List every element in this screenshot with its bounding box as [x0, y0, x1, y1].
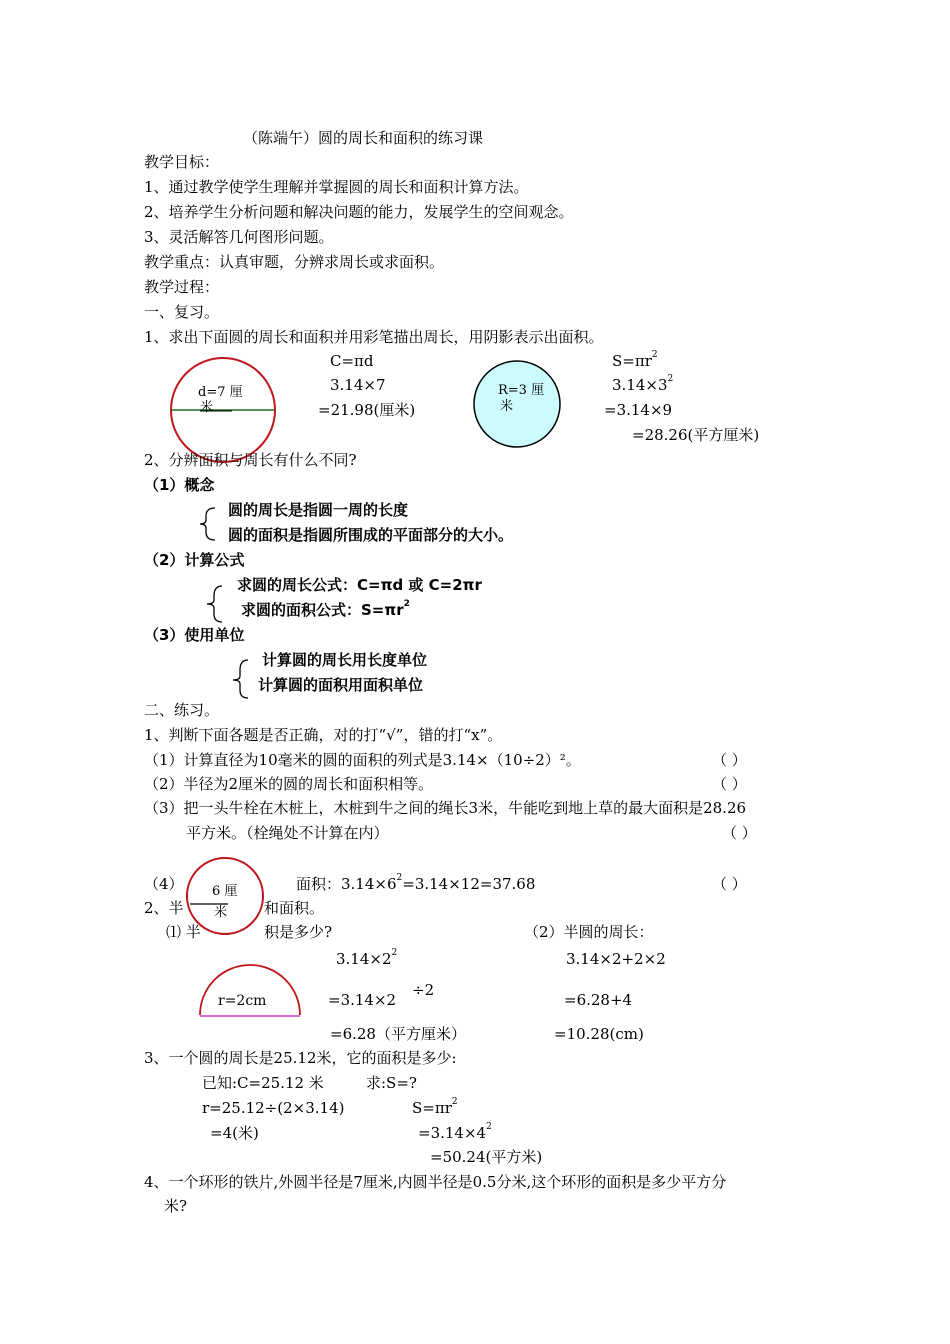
area-calc-3: =6.28（平方厘米）	[330, 1025, 466, 1043]
judge-item-4-prefix: （4）	[144, 875, 184, 893]
item4-circle-label-unit: 米	[214, 905, 228, 920]
s-calc-3: =50.24(平方米)	[430, 1148, 543, 1166]
judge-item-2: （2）半径为2厘米的圆的周长和面积相等。	[144, 775, 434, 793]
r-calc-1: r=25.12÷(2×3.14)	[202, 1099, 345, 1117]
doc-title: （陈端午）圆的周长和面积的练习课	[243, 129, 484, 147]
perim-calc-3: =10.28(cm)	[554, 1025, 644, 1043]
perim-calc-1: 3.14×2+2×2	[566, 950, 666, 968]
goal-item: 1、通过教学使学生理解并掌握圆的周长和面积计算方法。	[144, 178, 529, 196]
circle2-label: R=3 厘	[498, 383, 545, 398]
sub1-suffix: 积是多少?	[264, 923, 333, 941]
concept-heading: （1）概念	[144, 476, 215, 494]
r-calc-2: =4(米)	[210, 1124, 259, 1142]
semicircle-label: r=2cm	[218, 993, 267, 1009]
practice-q4-cont: 米?	[164, 1197, 188, 1215]
brace-concept	[200, 508, 215, 540]
item4-exponent: 2	[396, 873, 403, 883]
judge-item-1: （1）计算直径为10毫米的圆的面积的列式是3.14×（10÷2）²。	[144, 751, 581, 769]
answer-blank-4[interactable]: （ ）	[712, 875, 747, 893]
sub2-heading: （2）半圆的周长：	[524, 923, 654, 941]
calc2-step	[612, 374, 674, 394]
formula-circumference: 求圆的周长公式：C=πd 或 C=2πr	[237, 576, 482, 594]
circle-radius-figure	[474, 361, 560, 447]
brace-formula	[207, 586, 222, 622]
judge-item-3: （3）把一头牛栓在木桩上，木桩到牛之间的绳长3米，牛能吃到地上草的最大面积是28.26	[144, 799, 747, 817]
area-calc-1-text: 3.14×2	[336, 950, 392, 968]
process-heading: 教学过程：	[144, 278, 220, 296]
formula-area-exponent: 2	[403, 599, 410, 609]
s-calc-1-text: S=πr	[412, 1099, 452, 1117]
sub1-prefix: ⑴ 半	[166, 923, 201, 941]
calc2-exponent: 2	[651, 350, 658, 360]
calc2-formula-text: S=πr	[612, 352, 652, 370]
calc2-result: =28.26(平方厘米)	[632, 426, 760, 444]
area-calc-2: =3.14×2	[328, 991, 397, 1009]
calc1-result: =21.98(厘米)	[318, 401, 416, 419]
s-calc-2-text: =3.14×4	[418, 1124, 487, 1142]
calc1-formula: C=πd	[330, 352, 374, 370]
area-calc-1	[336, 948, 398, 968]
item4-text: 面积：3.14×6	[296, 875, 397, 893]
known-text: 已知:C=25.12 米	[202, 1074, 324, 1092]
concept-line: 圆的面积是指圆所围成的平面部分的大小。	[228, 526, 514, 544]
judge-item-4	[296, 873, 536, 893]
circle2-label-unit: 米	[500, 399, 514, 414]
practice-q2-prefix: 2、半	[144, 899, 184, 917]
goal-item: 2、培养学生分析问题和解决问题的能力，发展学生的空间观念。	[144, 203, 574, 221]
item4-circle-label: 6 厘	[212, 884, 238, 899]
answer-blank-2[interactable]: （ ）	[712, 775, 747, 793]
divide-by-two: ÷2	[412, 981, 435, 999]
unit-heading: （3）使用单位	[144, 626, 245, 644]
judge-item-3-cont: 平方米。（栓绳处不计算在内）	[186, 824, 389, 842]
practice-q3: 3、一个圆的周长是25.12米，它的面积是多少:	[144, 1049, 457, 1067]
s-calc-1-exponent: 2	[451, 1097, 458, 1107]
s-calc-2-exponent: 2	[486, 1122, 492, 1132]
calc2-formula	[612, 350, 658, 370]
perim-calc-2: =6.28+4	[564, 991, 633, 1009]
formula-area-text: 求圆的面积公式：S=πr	[241, 601, 404, 619]
concept-line: 圆的周长是指圆一周的长度	[228, 501, 409, 519]
answer-blank-3[interactable]: （ ）	[722, 824, 757, 842]
calc2-step2: =3.14×9	[604, 401, 673, 419]
review-heading: 一、复习。	[144, 303, 220, 321]
circle1-label: d=7 厘	[198, 385, 243, 400]
practice-q1: 1、判断下面各题是否正确，对的打“√”，错的打“x”。	[144, 726, 503, 744]
calc2-step-text: 3.14×3	[612, 376, 668, 394]
brace-unit	[233, 660, 248, 698]
circle1-label-unit: 米	[200, 400, 214, 415]
practice-heading: 二、练习。	[144, 701, 220, 719]
item4-text-rest: =3.14×12=37.68	[402, 875, 536, 893]
goals-heading: 教学目标：	[144, 153, 220, 171]
s-calc-1	[412, 1097, 458, 1117]
goal-item: 3、灵活解答几何图形问题。	[144, 228, 334, 246]
calc1-step: 3.14×7	[330, 376, 386, 394]
practice-q2-suffix: 和面积。	[264, 899, 325, 917]
find-text: 求:S=?	[366, 1074, 417, 1092]
unit-line: 计算圆的周长用长度单位	[262, 651, 428, 669]
review-q1: 1、求出下面圆的周长和面积并用彩笔描出周长，用阴影表示出面积。	[144, 328, 604, 346]
calc2-step-exponent: 2	[667, 374, 674, 384]
focus-text: 教学重点：认真审题，分辨求周长或求面积。	[144, 253, 445, 271]
answer-blank-1[interactable]: （ ）	[712, 751, 747, 769]
formula-area	[241, 599, 410, 619]
formula-heading: （2）计算公式	[144, 551, 245, 569]
s-calc-2	[418, 1122, 492, 1142]
area-calc-1-exponent: 2	[391, 948, 398, 958]
unit-line: 计算圆的面积用面积单位	[258, 676, 424, 694]
review-q2: 2、分辨面积与周长有什么不同?	[144, 451, 357, 469]
practice-q4: 4、一个环形的铁片,外圆半径是7厘米,内圆半径是0.5分米,这个环形的面积是多少平方分	[144, 1173, 727, 1191]
